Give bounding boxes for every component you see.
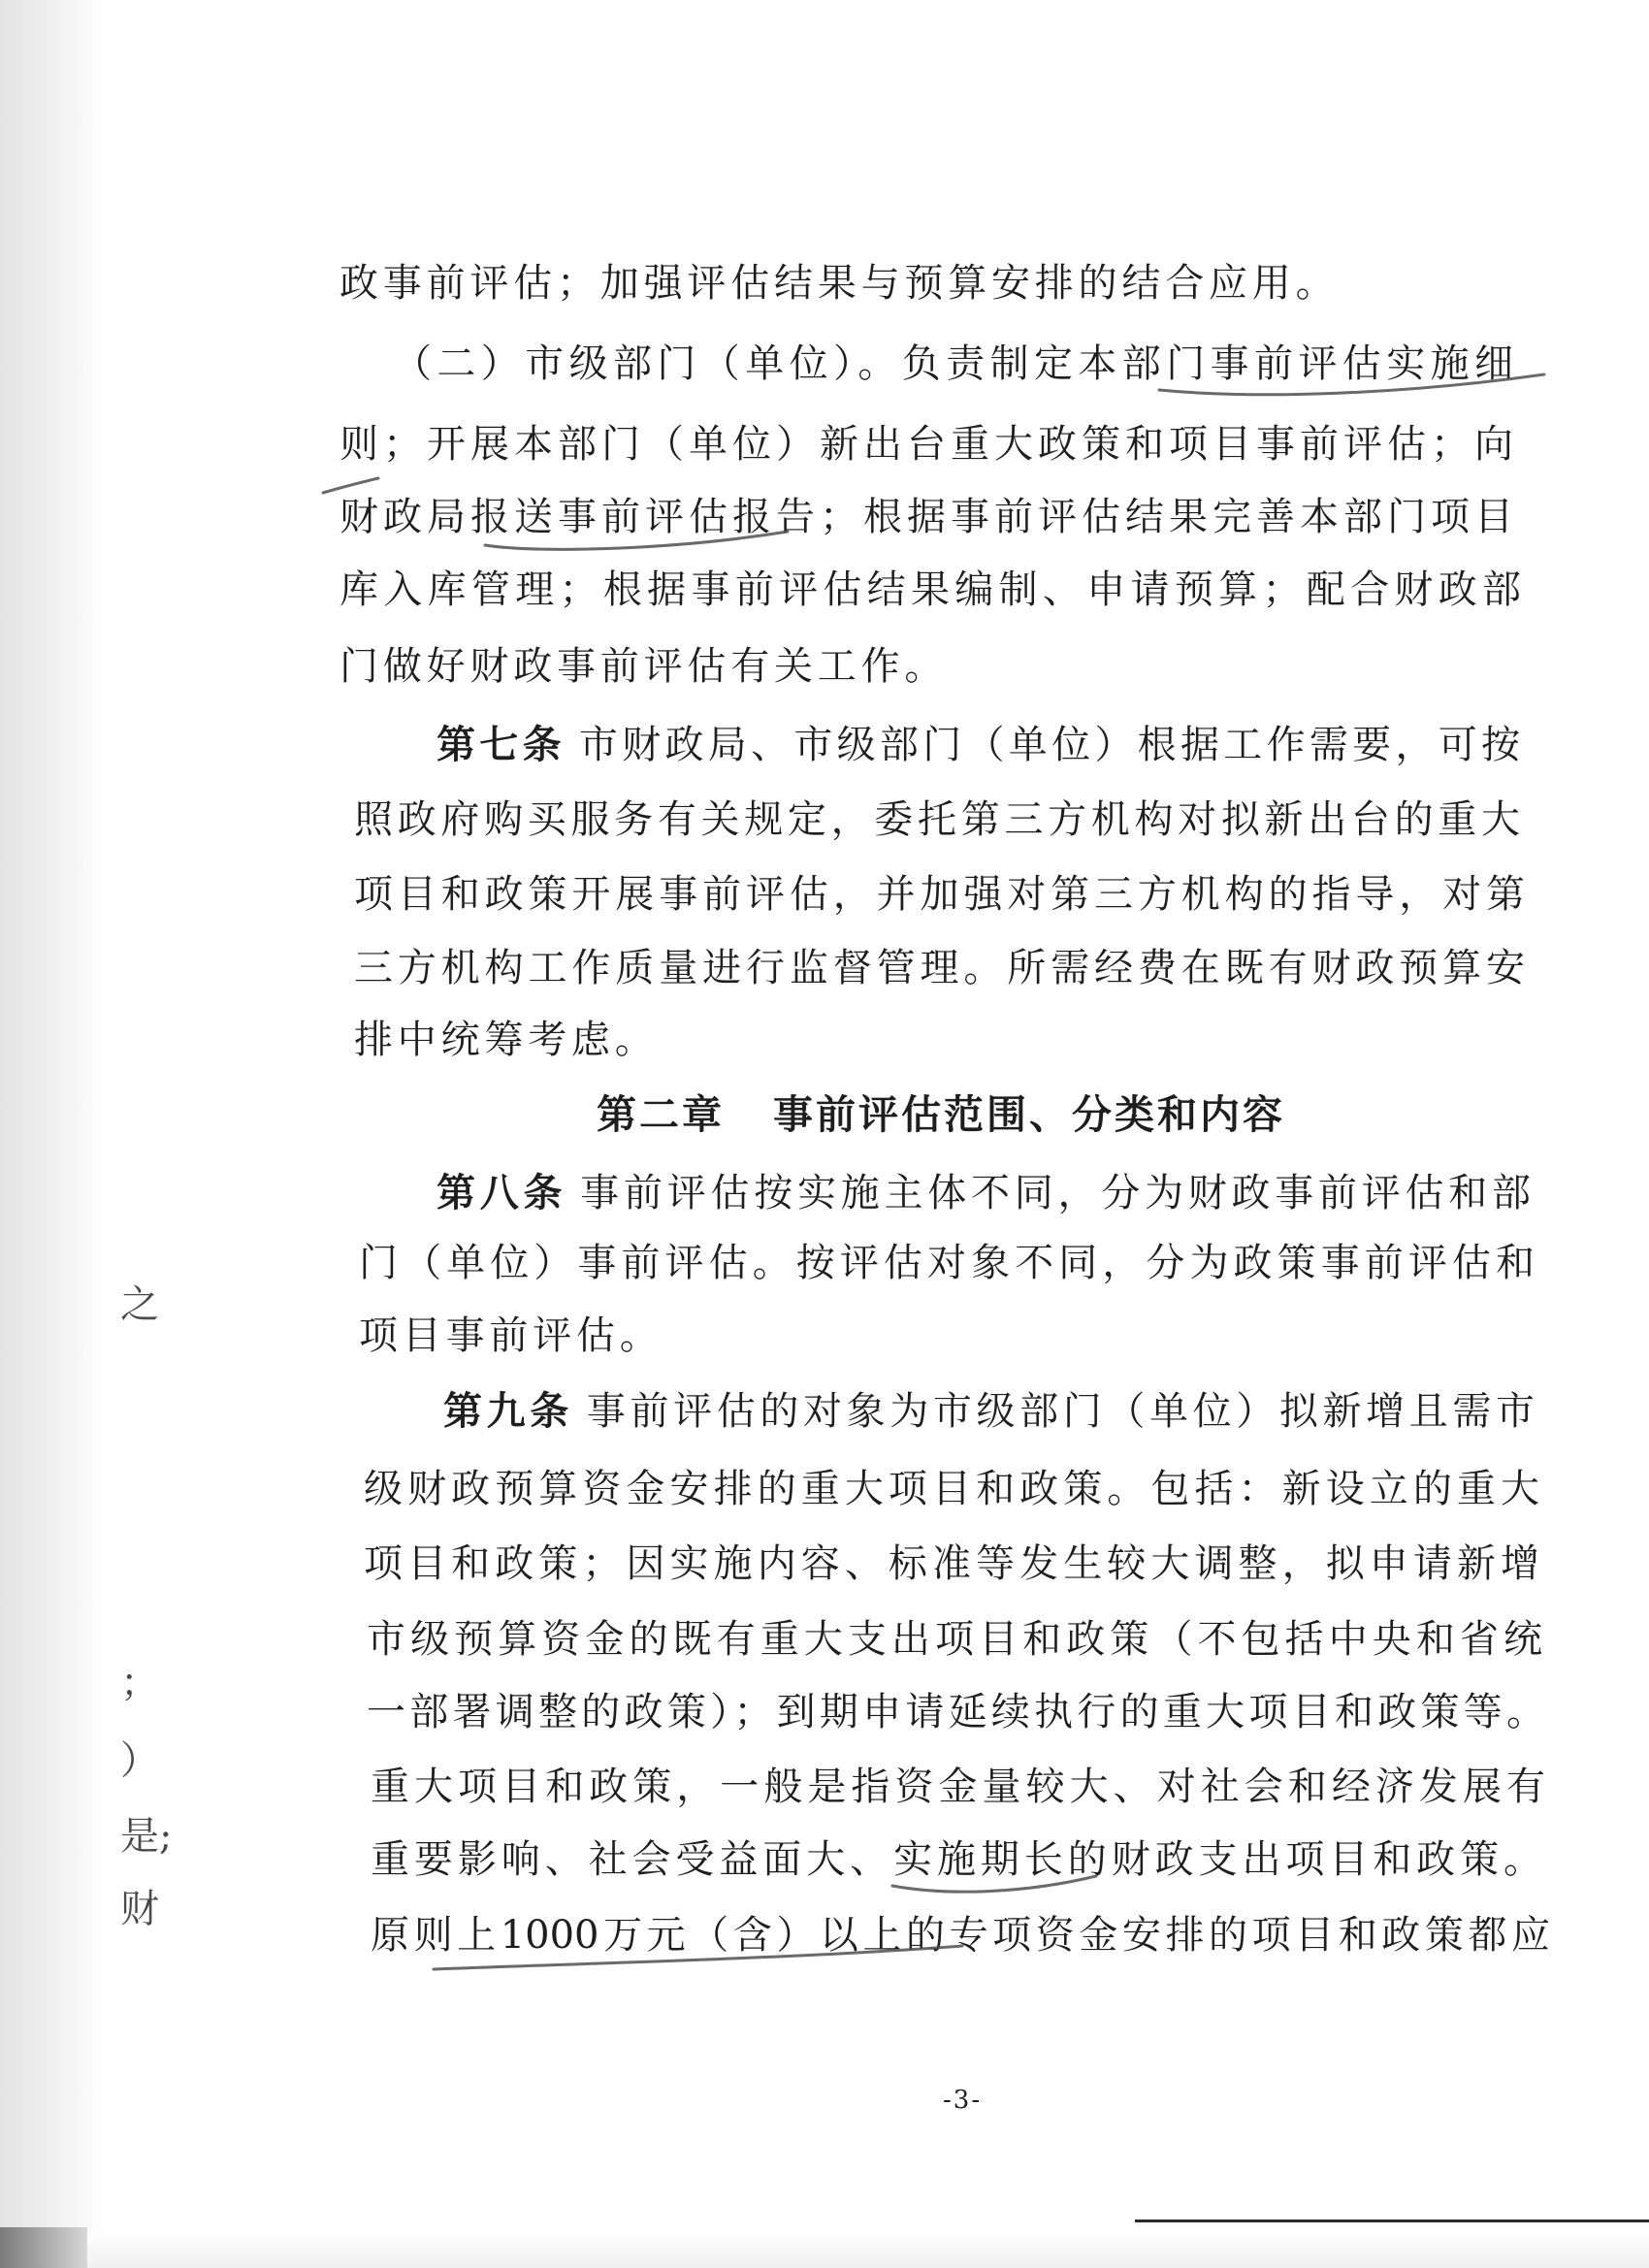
body-line: 原则上1000万元（含）以上的专项资金安排的项目和政策都应 xyxy=(371,1913,1550,1958)
article-line xyxy=(443,1387,1535,1436)
margin-fragment: ） xyxy=(120,1738,159,1783)
article-text: 市财政局、市级部门（单位）根据工作需要，可按 xyxy=(578,723,1520,767)
article-number: 第七条 xyxy=(436,723,566,767)
scan-bottom-corner xyxy=(0,2227,87,2268)
body-line: 项目和政策开展事前评估，并加强对第三方机构的指导，对第 xyxy=(354,872,1525,917)
body-line: 重要影响、社会受益面大、实施期长的财政支出项目和政策。 xyxy=(371,1837,1542,1882)
body-line: 财政局报送事前评估报告；根据事前评估结果完善本部门项目 xyxy=(340,495,1513,539)
article-line xyxy=(436,1169,1531,1217)
body-line: 门做好财政事前评估有关工作。 xyxy=(340,644,949,689)
chapter-heading xyxy=(597,1090,1285,1139)
article-text: 事前评估按实施主体不同，分为财政事前评估和部 xyxy=(580,1171,1531,1215)
article-number: 第九条 xyxy=(443,1389,573,1434)
pencil-underline xyxy=(323,478,378,493)
chapter-number: 第二章 xyxy=(597,1091,725,1138)
body-line: 政事前评估；加强评估结果与预算安排的结合应用。 xyxy=(340,261,1340,306)
margin-fragment: ； xyxy=(120,1661,159,1705)
body-line: 级财政预算资金安排的重大项目和政策。包括：新设立的重大 xyxy=(364,1467,1539,1511)
body-line: 库入库管理；根据事前评估结果编制、申请预算；配合财政部 xyxy=(340,567,1521,612)
body-line: 门（单位）事前评估。按评估对象不同，分为政策事前评估和 xyxy=(359,1241,1535,1285)
body-line: 项目事前评估。 xyxy=(359,1313,663,1358)
body-line: 重大项目和政策，一般是指资金量较大、对社会和经济发展有 xyxy=(371,1765,1545,1809)
body-line: 一部署调整的政策）；到期申请延续执行的重大项目和政策等。 xyxy=(367,1690,1545,1734)
body-line: 市级预算资金的既有重大支出项目和政策（不包括中央和省统 xyxy=(367,1617,1542,1662)
margin-fragment: 是; xyxy=(120,1814,173,1859)
body-line: （二）市级部门（单位）。负责制定本部门事前评估实施细 xyxy=(393,341,1513,386)
margin-fragment: 财 xyxy=(120,1887,159,1931)
scan-edge-shadow xyxy=(0,0,107,2268)
chapter-title: 事前评估范围、分类和内容 xyxy=(773,1091,1285,1138)
scan-bottom-line xyxy=(1135,2219,1649,2222)
body-line: 三方机构工作质量进行监督管理。所需经费在既有财政预算安 xyxy=(354,946,1525,990)
page-number: -3- xyxy=(943,2086,983,2115)
article-number: 第八条 xyxy=(436,1171,567,1215)
scan-bottom-shadow xyxy=(0,2231,1649,2268)
margin-fragment: 之 xyxy=(120,1282,159,1327)
body-line: 照政府购买服务有关规定，委托第三方机构对拟新出台的重大 xyxy=(354,797,1520,842)
article-text: 事前评估的对象为市级部门（单位）拟新增且需市 xyxy=(586,1389,1535,1434)
body-line: 则；开展本部门（单位）新出台重大政策和项目事前评估；向 xyxy=(340,422,1513,467)
body-line: 项目和政策；因实施内容、标准等发生较大调整，拟申请新增 xyxy=(364,1541,1539,1586)
body-line: 排中统筹考虑。 xyxy=(354,1018,659,1062)
article-line xyxy=(436,721,1520,769)
